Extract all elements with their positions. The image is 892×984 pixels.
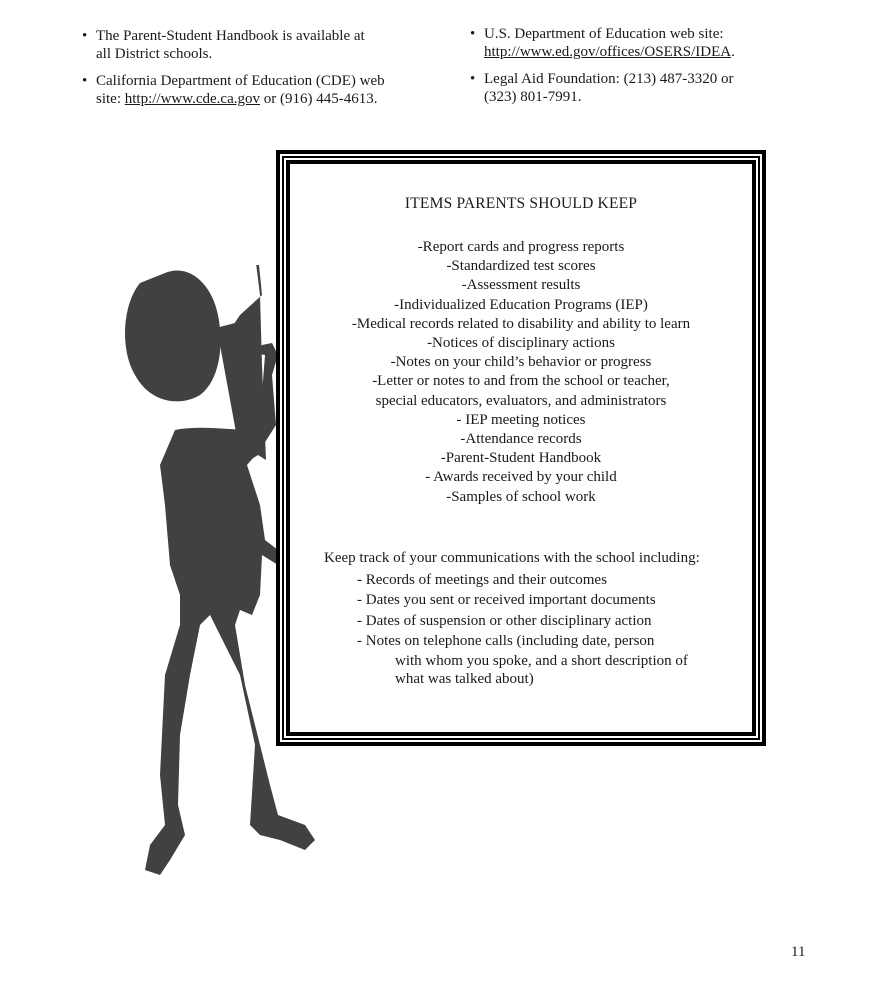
resource-cde: • California Department of Education (CDE) web site: http://www.cde.ca.gov or (916) 445-4613. (82, 73, 385, 107)
list-item: -Report cards and progress reports (417, 239, 625, 255)
list-item: -Medical records related to disability and ability to learn (351, 315, 691, 332)
bullet-icon: • (82, 28, 88, 44)
list-item: -Attendance records (460, 431, 582, 448)
bullet-icon: • (470, 26, 476, 42)
list-item: - Awards received by your child (425, 469, 617, 486)
resources-left-column (82, 27, 412, 117)
us-doe-link[interactable]: http://www.ed.gov/offices/OSERS/IDEA (484, 44, 732, 60)
list-item: special educators, evaluators, and administrators (375, 392, 667, 409)
cde-link[interactable]: http://www.cde.ca.gov (124, 91, 260, 107)
frame-content-area (286, 160, 756, 736)
resources-right-column (470, 25, 790, 115)
list-item: -Notices of disciplinary actions (427, 335, 615, 352)
box-title: ITEMS PARENTS SHOULD KEEP (404, 195, 638, 212)
list-item: - IEP meeting notices (456, 411, 586, 428)
list-item-continuation: what was talked about) (395, 671, 534, 687)
list-item: - Dates of suspension or other disciplinary action (357, 612, 652, 629)
resource-legal-aid: • Legal Aid Foundation: (213) 487-3320 or (323) 801-7991. (470, 71, 734, 105)
resource-us-doe: • U.S. Department of Education web site: http://www.ed.gov/offices/OSERS/IDEA. (470, 26, 735, 60)
resource-handbook: • The Parent-Student Handbook is available at all District schools. (82, 28, 365, 62)
list-item: - Records of meetings and their outcomes (357, 571, 607, 588)
bullet-icon: • (470, 71, 476, 87)
list-item: -Letter or notes to and from the school or teacher, (372, 373, 670, 390)
list-item: -Individualized Education Programs (IEP) (394, 296, 648, 313)
list-item: -Standardized test scores (446, 258, 596, 275)
items-frame (276, 150, 766, 746)
list-item: -Samples of school work (446, 488, 596, 505)
list-item: - Dates you sent or received important documents (357, 592, 656, 608)
list-item: - Notes on telephone calls (including date, person (357, 633, 655, 649)
bullet-icon: • (82, 73, 88, 89)
list-item-continuation: with whom you spoke, and a short description of (395, 652, 688, 669)
communications-lead: Keep track of your communications with the school including: (324, 550, 700, 566)
list-item: -Notes on your child’s behavior or progress (390, 354, 652, 371)
communications-section (324, 548, 700, 689)
page-number: 11 (791, 944, 806, 960)
items-list (290, 238, 752, 507)
list-item: -Assessment results (461, 277, 581, 294)
list-item: -Parent-Student Handbook (440, 450, 602, 467)
